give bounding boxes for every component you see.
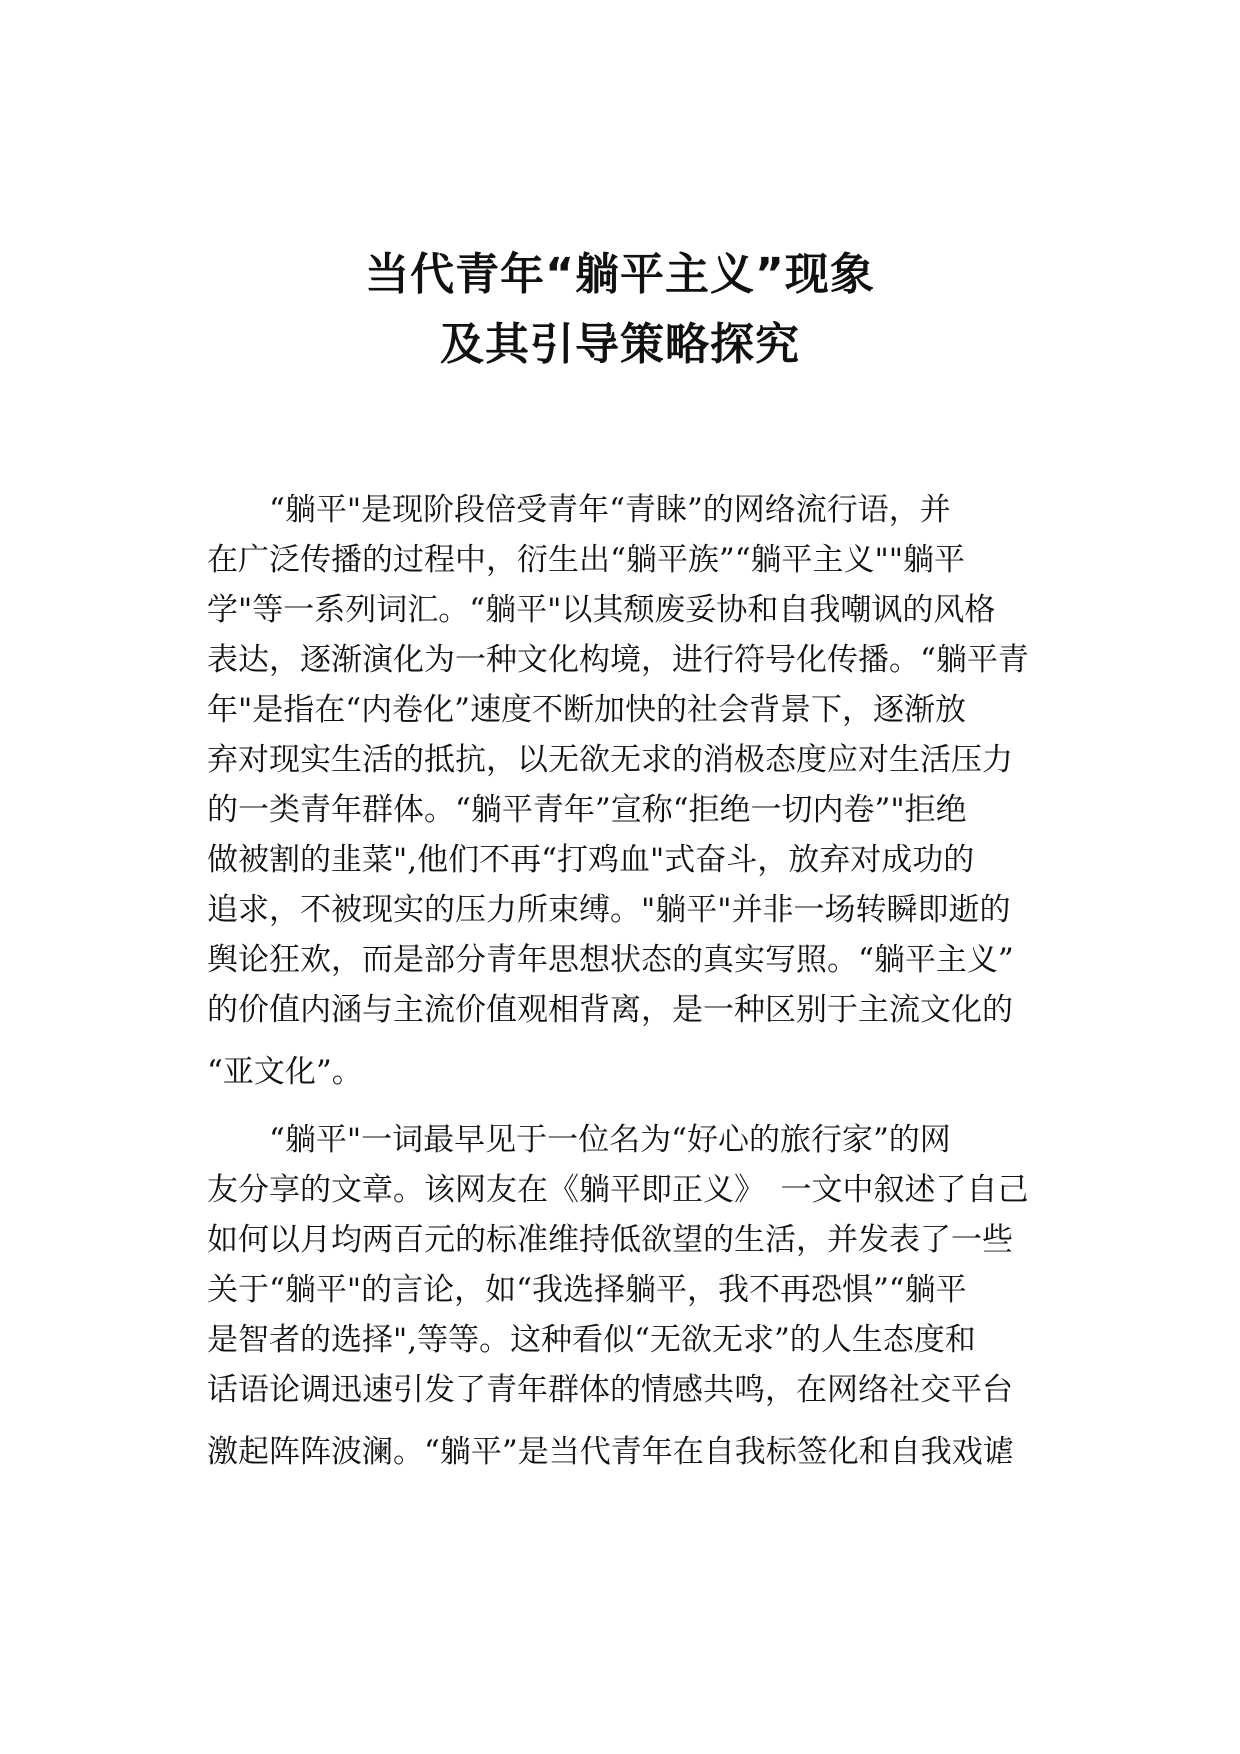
- text-line: 年"是指在“内卷化”速度不断加快的社会背景下，逐渐放: [207, 692, 966, 728]
- text-line: 如何以月均两百元的标准维持低欲望的生活，并发表了一些: [207, 1222, 1013, 1258]
- text-line: 追求，不被现实的压力所束缚。"躺平"并非一场转瞬即逝的: [207, 892, 1011, 928]
- text-line: 友分享的文章。该网友在《躺平即正义》 一文中叙述了自己: [207, 1172, 1029, 1208]
- title-line-2: 及其引导策略探究: [440, 319, 800, 370]
- text-line: 做被割的韭菜",他们不再“打鸡血"式奋斗，放弃对成功的: [207, 842, 975, 878]
- text-line: “躺平"一词最早见于一位名为“好心的旅行家”的网: [207, 1122, 951, 1158]
- text-line: “亚文化”。: [207, 1054, 363, 1090]
- text-line: 学"等一系列词汇。“躺平"以其颓废妥协和自我嘲讽的风格: [207, 592, 996, 628]
- paragraph-2: [207, 1115, 1107, 1477]
- text-line: 的一类青年群体。“躺平青年”宣称“拒绝一切内卷”"拒绝: [207, 792, 967, 828]
- paragraph-1: [207, 485, 1107, 1097]
- document-title: [0, 240, 1240, 380]
- text-line: 的价值内涵与主流价值观相背离，是一种区别于主流文化的: [207, 992, 1013, 1028]
- text-line: “躺平"是现阶段倍受青年“青睐”的网络流行语，并: [207, 492, 951, 528]
- title-line-1: 当代青年“躺平主义”现象: [365, 249, 875, 300]
- text-line: 是智者的选择",等等。这种看似“无欲无求”的人生态度和: [207, 1322, 976, 1358]
- text-line: 关于“躺平"的言论，如“我选择躺平，我不再恐惧”“躺平: [207, 1272, 967, 1308]
- document-body: [207, 485, 1107, 1477]
- text-line: 表达，逐渐演化为一种文化构境，进行符号化传播。“躺平青: [207, 642, 1029, 678]
- text-line: 话语论调迅速引发了青年群体的情感共鸣，在网络社交平台: [207, 1372, 1013, 1408]
- text-line: 舆论狂欢，而是部分青年思想状态的真实写照。“躺平主义”: [207, 942, 1014, 978]
- text-line: 弃对现实生活的抵抗，以无欲无求的消极态度应对生活压力: [207, 742, 1013, 778]
- text-line: 在广泛传播的过程中，衍生出“躺平族”“躺平主义""躺平: [207, 542, 966, 578]
- text-line: 激起阵阵波澜。“躺平”是当代青年在自我标签化和自我戏谑: [207, 1434, 1014, 1470]
